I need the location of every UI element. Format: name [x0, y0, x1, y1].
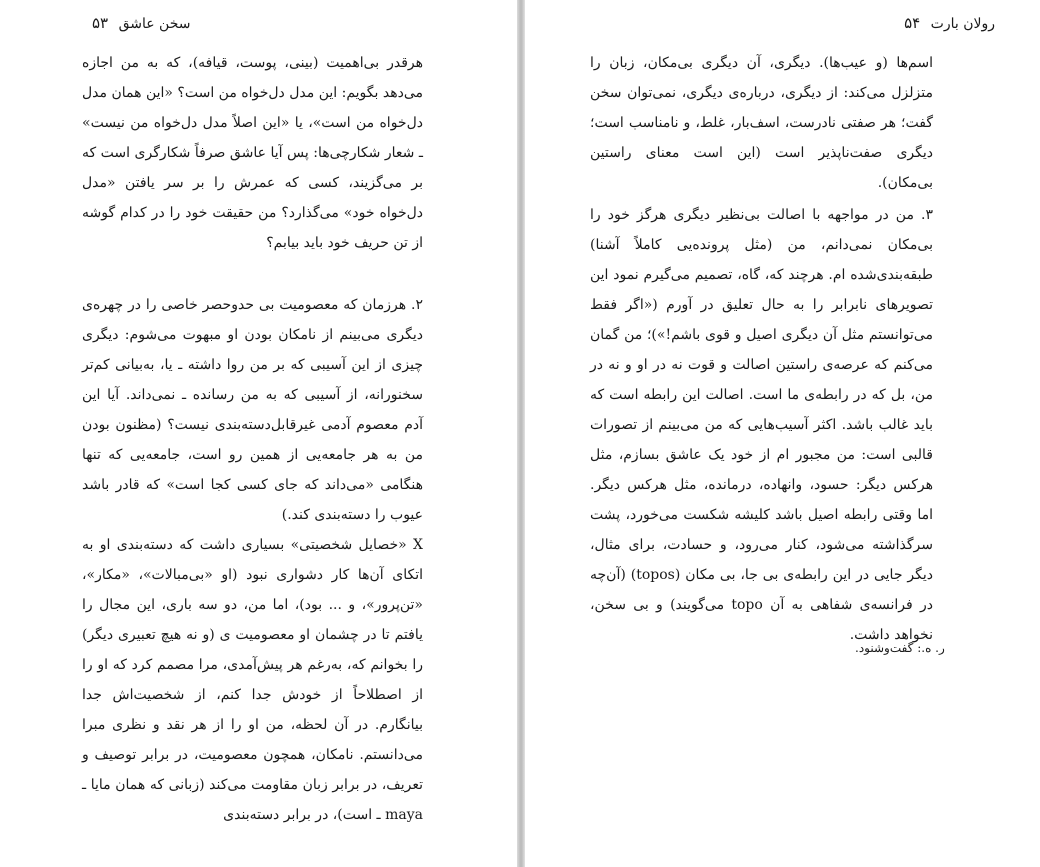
right-page-number: ۵۴	[904, 14, 921, 32]
left-paragraph-2: ۲. هرزمان که معصومیت بی حدوحصر خاصی را در چهره‌ی دیگری می‌بینم از نامکان بودن او مبهوت می‌شوم: دیگری چیزی از این آسیبی که بر من روا داشته ـ یا، به‌بیانی کم‌تر سخنورانه، از آسیبی که به من رسانده ـ نمی‌داند. آیا این آدم معصوم آدمی غیرقابل‌دسته‌بندی نیست؟ (مظنون بودن من به هر جامعه‌یی از همین رو است، جامعه‌یی که تنها هنگامی «می‌داند که جای کسی کجا است» که قادر باشد عیوب را دسته‌بندی کند.)	[82, 297, 423, 523]
right-page-section-2	[590, 200, 933, 650]
right-page-footnote: ر. ه.: گفت‌وشنود.	[855, 641, 945, 655]
right-page-header	[898, 14, 995, 33]
right-page	[525, 0, 1040, 867]
left-paragraph-1: هرقدر بی‌اهمیت (بینی، پوست، قیافه)، که به من اجازه می‌دهد بگویم: این مدل دل‌خواه من است؟ «این همان مدل دل‌خواه من است»، یا «این اصلاً مدل دل‌خواه من نیست» ـ شعار شکارچی‌ها: پس آیا عاشق صرفاً شکارگری است که بر می‌گزیند، کسی که عمرش را بر سر یافتن «مدل دل‌خواه خود» می‌گذارد؟ من حقیقت خود را در کدام گوشه از تن حریف خود باید بیابم؟	[82, 55, 423, 251]
right-page-running-title: رولان بارت	[930, 16, 995, 32]
right-page-section-1	[590, 48, 933, 198]
right-paragraph-2: ۳. من در مواجهه با اصالت بی‌نظیر دیگری هرگز خود را بی‌مکان نمی‌دانم، من (مثل پرونده‌یی کاملاً آشنا) طبقه‌بندی‌شده ام. هرچند که، گاه، تصمیم می‌گیرم نمود این تصویرهای نابرابر را به حال تعلیق در آورم («اگر فقط می‌توانستم مثل آن دیگری اصیل و قوی باشم!»)؛ من گمان می‌کنم که عرصه‌ی راستین اصالت و قوت نه در او و نه در من، بل که در رابطه‌ی ما است. اصالت این رابطه است که باید غالب باشد. اکثر آسیب‌هایی که من می‌بینم از تصورات قالبی است: من مجبور ام از خود یک عاشق بسازم، مثل هرکس دیگر: حسود، وانهاده، درمانده، مثل هرکس دیگر. اما وقتی رابطه اصیل باشد کلیشه شکست می‌خورد، پشت سرگذاشته می‌شود، کنار می‌رود، و حسادت، برای مثال، دیگر جایی در این رابطه‌ی بی جا، بی مکان (topos) (آن‌چه در فرانسه‌ی شفاهی به آن topo می‌گویند) و بی سخن، نخواهد داشت.	[590, 207, 933, 643]
left-page-section-1	[82, 48, 423, 258]
book-gutter	[517, 0, 525, 867]
left-page	[0, 0, 517, 867]
right-paragraph-1: اسم‌ها (و عیب‌ها). دیگری، آن دیگری بی‌مکان، زبان را متزلزل می‌کند: از دیگری، درباره‌ی دیگری، نمی‌توان سخن گفت؛ هر صفتی نادرست، اسف‌بار، غلط، و نامناسب است؛ دیگری صفت‌ناپذیر است (این است معنای راستین بی‌مکان).	[590, 55, 933, 191]
left-page-header	[86, 14, 190, 33]
left-page-section-2	[82, 290, 423, 830]
left-page-running-title: سخن عاشق	[118, 16, 191, 32]
left-page-number: ۵۳	[92, 14, 109, 32]
left-paragraph-3: X «خصایل شخصیتی» بسیاری داشت که دسته‌بندی او به اتکای آن‌ها کار دشواری نبود (او «بی‌مبالات»، «مکار»، «تن‌پرور»، و ... بود)، اما من، دو سه باری، این مجال را یافتم تا در چشمان او معصومیت ی (و نه هیچ تعبیری دیگر) را بخوانم که، به‌رغم هر پیش‌آمدی، مرا مصمم کرد که او را از اصطلاحاً از خودش جدا کنم، از شخصیت‌اش جدا بیانگارم. در آن لحظه، من او را از هر نقد و نظری مبرا می‌دانستم. نامکان، همچون معصومیت، در برابر توصیف و تعریف، در برابر زبان مقاومت می‌کند (زبانی که همان مایا ـ maya ـ است)، در برابر دسته‌بندی	[82, 537, 423, 823]
